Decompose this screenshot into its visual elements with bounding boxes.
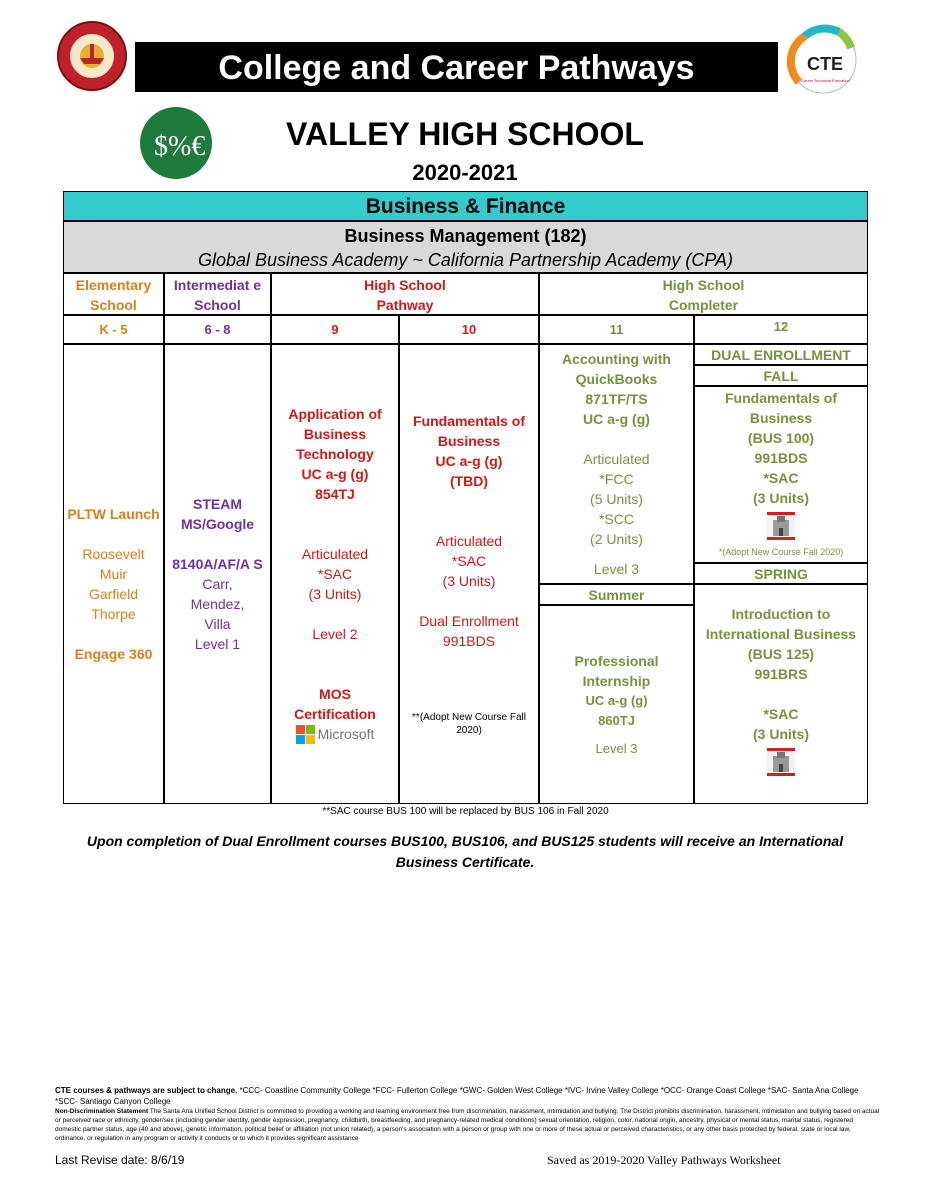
spring-college: *SAC xyxy=(763,706,799,722)
grade10-college: *SAC xyxy=(451,553,487,569)
grade10-units: (3 Units) xyxy=(442,573,496,589)
grade-11: 11 xyxy=(539,315,694,344)
fall-college: *SAC xyxy=(763,470,799,486)
internship-uc: UC a-g (g) xyxy=(585,692,648,708)
footer-colleges: *CCC- Coastline Community College *FCC- Fullerton College *GWC- Golden West College *IVC- Irvine Valley College *OCC- Orange Coast College *SAC- Santa Ana College *SCC- Santiago Canyon College xyxy=(55,1086,859,1106)
column-hs-pathway-label: High School Pathway xyxy=(364,277,446,313)
intermediate-school: Villa xyxy=(204,616,231,632)
column-elementary-label: Elementary School xyxy=(75,277,152,313)
grade11-uc: UC a-g (g) xyxy=(583,411,650,427)
intermediate-school: Mendez, xyxy=(190,596,245,612)
elementary-extra: Engage 360 xyxy=(74,646,153,662)
svg-text:Career Technical Education: Career Technical Education xyxy=(801,78,850,83)
grade9-uc: UC a-g (g) xyxy=(301,466,369,482)
elementary-school: Roosevelt xyxy=(82,546,145,562)
column-intermediate-label: Intermediat e School xyxy=(173,277,262,313)
grade-6-8: 6 - 8 xyxy=(164,315,271,344)
grade9-units: (3 Units) xyxy=(308,586,362,602)
spring-label: SPRING xyxy=(694,563,868,584)
fall-course: Fundamentals of Business xyxy=(724,390,837,426)
finance-icon xyxy=(138,103,214,183)
microsoft-logo xyxy=(296,724,375,744)
pathway-subtitle: Global Business Academy ~ California Partnership Academy (CPA) xyxy=(197,250,734,270)
fall-label: FALL xyxy=(694,365,868,386)
grade11-college: *SCC xyxy=(598,511,634,527)
grade11-units: (5 Units) xyxy=(590,491,643,507)
grade9-code: 854TJ xyxy=(315,486,355,502)
grade9-level: Level 2 xyxy=(312,626,358,642)
saved-as-label: Saved as 2019-2020 Valley Pathways Worksheet xyxy=(547,1153,781,1167)
district-seal-logo xyxy=(50,20,134,92)
fall-bus: (BUS 100) xyxy=(747,430,815,446)
intermediate-level: Level 1 xyxy=(194,636,241,652)
internship-course: Professional Internship xyxy=(574,652,659,689)
summer-label: Summer xyxy=(539,584,694,605)
page-banner-title: College and Career Pathways xyxy=(135,42,778,92)
column-hs-pathway xyxy=(271,273,539,315)
grade-9: 9 xyxy=(271,315,399,344)
spring-course-cell xyxy=(694,584,868,804)
internship-level: Level 3 xyxy=(595,740,638,756)
spring-units: (3 Units) xyxy=(753,726,809,742)
pathway-title: Business Management (182) xyxy=(344,226,587,246)
school-year: 2020-2021 xyxy=(412,160,518,185)
career-category: Business & Finance xyxy=(63,191,868,221)
last-revise-date: Last Revise date: 8/6/19 xyxy=(55,1153,185,1167)
grade10-course: Fundamentals of Business xyxy=(412,413,525,449)
grade9-articulated: Articulated xyxy=(301,546,369,562)
college-building-icon xyxy=(695,746,867,783)
microsoft-label: Microsoft xyxy=(317,726,375,742)
grade9-cell xyxy=(271,344,399,804)
grade10-uc: UC a-g (g) xyxy=(435,453,503,469)
spring-course: Introduction to International Business xyxy=(705,606,857,642)
grade11-cell xyxy=(539,344,694,584)
column-intermediate xyxy=(164,273,271,315)
column-hs-completer xyxy=(539,273,868,315)
pathway-header xyxy=(63,221,868,273)
intermediate-program: STEAM MS/Google xyxy=(180,496,255,532)
internship-code: 860TJ xyxy=(598,712,635,728)
column-hs-completer-label: High School Completer xyxy=(662,277,745,313)
nondiscrimination-text: The Santa Ana Unified School District is committed to providing a working and learning environment free from discrimination, harassment, intimidation and bullying. The District prohibits discrimination, harassment, intimidation and bullying based on actual or perceived race or ethnicity, gender/sex (including gender identity, gender expression, pregnancy, childbirth, breastfeeding, and pregnancy-related medical conditions) sexual orientation, religion, color, national origin, ancestry, physical or mental status, marital status, registered domestic partner status, age (40 and above), genetic information, political belief or affiliation (not union related), a person's association with a person or group with one or more of these actual or perceived characteristics, or any other basis protected by federal, state or local law, ordinance, or regulation in any program or activity it conducts or to which it provides significant assistance xyxy=(55,1108,880,1142)
grade10-dual: Dual Enrollment xyxy=(419,613,519,629)
elementary-school: Muir xyxy=(99,566,128,582)
elementary-school: Garfield xyxy=(88,586,139,602)
table-footnote: **SAC course BUS 100 will be replaced by BUS 106 in Fall 2020 xyxy=(322,806,609,817)
fall-note: *(Adopt New Course Fall 2020) xyxy=(718,547,844,557)
intermediate-code: 8140A/AF/A S xyxy=(172,556,263,572)
grade11-units: (2 Units) xyxy=(590,531,643,547)
footer-lead: CTE courses & pathways are subject to change. xyxy=(55,1086,238,1095)
grade-12: 12 xyxy=(694,315,868,344)
elementary-program: PLTW Launch xyxy=(67,506,160,522)
internship-cell xyxy=(539,605,694,804)
spring-code: 991BRS xyxy=(754,666,808,682)
grade10-code: (TBD) xyxy=(449,473,489,489)
completion-statement: Upon completion of Dual Enrollment courses BUS100, BUS106, and BUS125 students will receive an International Business Certificate. xyxy=(86,833,844,870)
grade10-cell xyxy=(399,344,539,804)
grade9-college: *SAC xyxy=(317,566,353,582)
elementary-cell xyxy=(63,344,164,804)
column-elementary xyxy=(63,273,164,315)
cte-logo xyxy=(779,22,873,96)
grade11-articulated: Articulated xyxy=(583,451,650,467)
grade10-dual-code: 991BDS xyxy=(442,633,496,649)
nondiscrimination-label: Non-Discrimination Statement xyxy=(55,1108,149,1115)
grade10-note: **(Adopt New Course Fall 2020) xyxy=(412,712,526,736)
grade11-course: Accounting with QuickBooks xyxy=(562,351,671,387)
fall-units: (3 Units) xyxy=(753,490,809,506)
grade9-certification: MOS Certification xyxy=(294,686,376,722)
grade-10: 10 xyxy=(399,315,539,344)
grade11-code: 871TF/TS xyxy=(585,391,648,407)
svg-text:CTE: CTE xyxy=(807,54,843,74)
fall-code: 991BDS xyxy=(754,450,808,466)
grade10-articulated: Articulated xyxy=(435,533,503,549)
spring-bus: (BUS 125) xyxy=(747,646,815,662)
fall-course-cell xyxy=(694,386,868,563)
grade9-course: Application of Business Technology xyxy=(288,406,382,462)
microsoft-icon xyxy=(296,725,315,744)
dual-enrollment-label: DUAL ENROLLMENT xyxy=(694,344,868,365)
intermediate-cell xyxy=(164,344,271,804)
elementary-school: Thorpe xyxy=(91,606,136,622)
svg-text:$%€: $%€ xyxy=(154,131,206,162)
footer-disclaimer xyxy=(55,1085,880,1143)
grade11-level: Level 3 xyxy=(593,561,640,577)
grade-k5: K - 5 xyxy=(63,315,164,344)
college-building-icon xyxy=(695,510,867,547)
school-name: VALLEY HIGH SCHOOL xyxy=(286,116,644,152)
intermediate-school: Carr, xyxy=(202,576,233,592)
grade11-college: *FCC xyxy=(599,471,634,487)
